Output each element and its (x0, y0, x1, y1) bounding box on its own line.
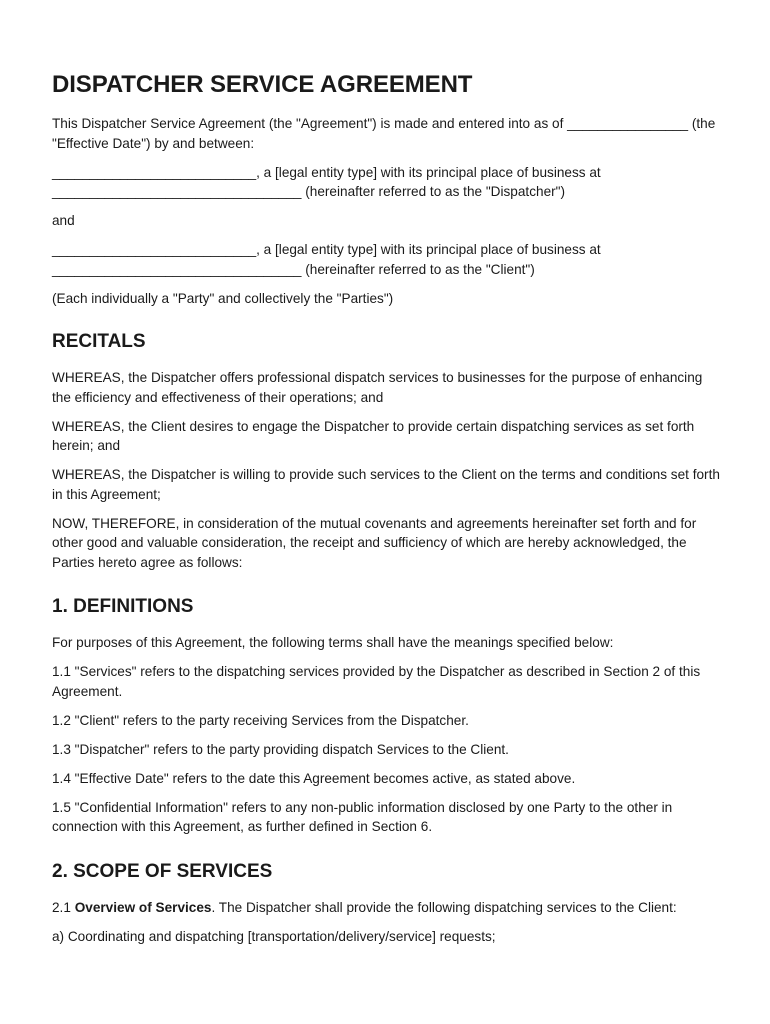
definitions-heading: 1. DEFINITIONS (52, 596, 194, 617)
definition-item: 1.5 "Confidential Information" refers to any non-public information disclosed by one Party to the other in connection with this Agreement, as further defined in Section 6. (52, 799, 673, 834)
scope-overview (52, 898, 724, 918)
parties-note: (Each individually a "Party" and collectively the "Parties") (52, 290, 394, 306)
scope-overview-text: . The Dispatcher shall provide the following dispatching services to the Client: (211, 899, 677, 915)
scope-heading: 2. SCOPE OF SERVICES (52, 860, 273, 882)
intro-paragraph: This Dispatcher Service Agreement (the "Agreement") is made and entered into as of ________________ (the "Effective Date") by and between: (52, 116, 716, 151)
recital-item: WHEREAS, the Client desires to engage the Dispatcher to provide certain dispatching services as set forth herein; and (52, 418, 695, 453)
and-text: and (52, 213, 75, 228)
recital-item: WHEREAS, the Dispatcher is willing to provide such services to the Client on the terms and conditions set forth in this Agreement; (52, 467, 720, 502)
scope-overview-number: 2.1 (52, 899, 71, 915)
definition-item: 1.2 "Client" refers to the party receiving Services from the Dispatcher. (52, 712, 469, 728)
recital-item: NOW, THEREFORE, in consideration of the mutual covenants and agreements hereinafter set forth and for other good and valuable consideration, the receipt and sufficiency of which are hereby acknowledged, the Parties hereto agree as follows: (52, 515, 697, 570)
recital-item: WHEREAS, the Dispatcher offers professional dispatch services to businesses for the purpose of enhancing the efficiency and effectiveness of their operations; and (52, 370, 703, 405)
recitals-heading: RECITALS (52, 331, 146, 352)
document-title: DISPATCHER SERVICE AGREEMENT (52, 71, 473, 98)
definitions-intro: For purposes of this Agreement, the following terms shall have the meanings specified below: (52, 635, 614, 650)
scope-item-a: a) Coordinating and dispatching [transportation/delivery/service] requests; (52, 928, 496, 944)
document-page (52, 70, 724, 956)
dispatcher-party: ___________________________, a [legal entity type] with its principal place of business at _________________________________ (hereinafter referred to as the "Dispatcher") (52, 164, 601, 199)
definition-item: 1.1 "Services" refers to the dispatching services provided by the Dispatcher as described in Section 2 of this Agreement. (52, 664, 701, 699)
client-party: ___________________________, a [legal entity type] with its principal place of business at _________________________________ (hereinafter referred to as the "Client") (52, 242, 601, 277)
definition-item: 1.4 "Effective Date" refers to the date this Agreement becomes active, as stated above. (52, 770, 576, 786)
definition-item: 1.3 "Dispatcher" refers to the party providing dispatch Services to the Client. (52, 741, 509, 757)
scope-overview-label: Overview of Services (74, 899, 212, 915)
